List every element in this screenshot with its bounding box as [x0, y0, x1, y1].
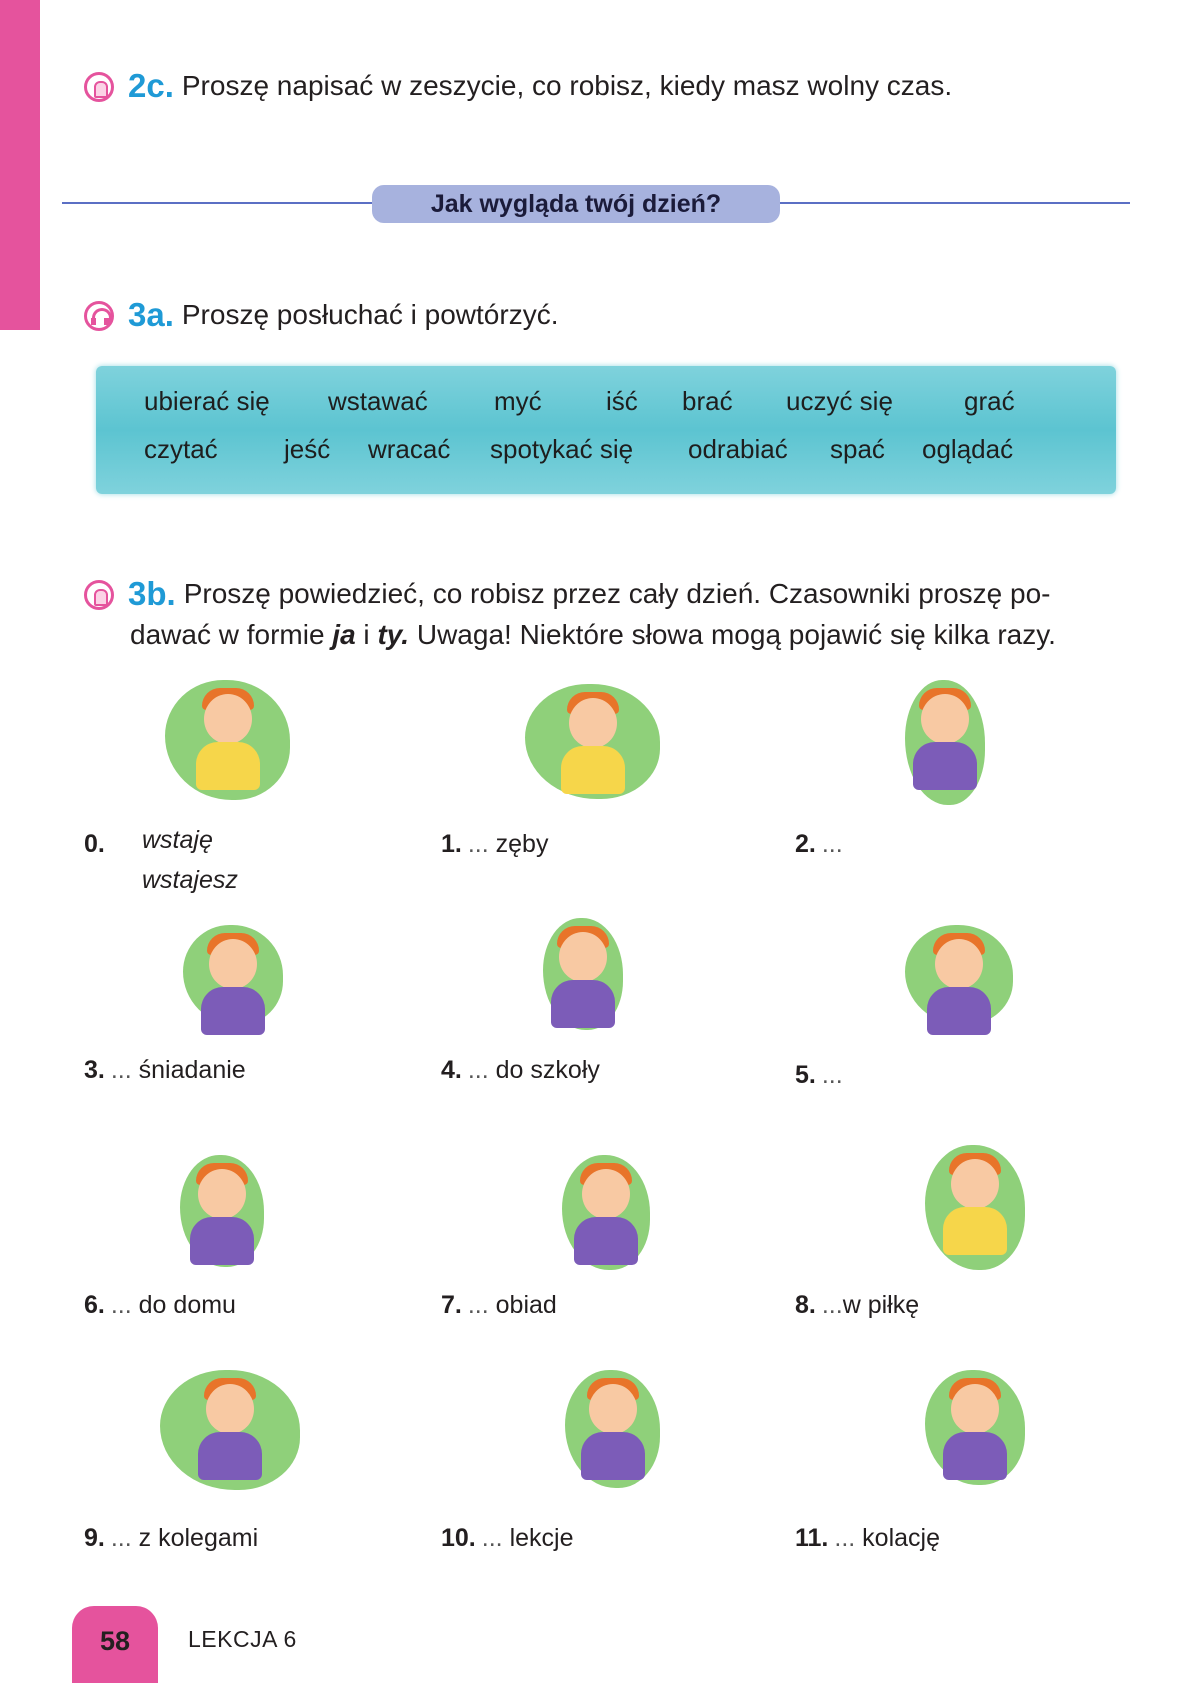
item-label: 5. ... [795, 1061, 843, 1089]
word: ubierać się [144, 386, 270, 416]
illustration-reading [905, 925, 1013, 1025]
side-color-bar [0, 0, 40, 330]
text-fragment: dawać w formie [130, 619, 333, 650]
section-title: Jak wygląda twój dzień? [372, 185, 780, 223]
word: oglądać [922, 434, 1014, 464]
text-fragment: Uwaga! Niektóre słowa mogą pojawić się kilka razy. [409, 619, 1056, 650]
pencil-icon [84, 580, 114, 610]
item-label: 9. ... z kolegami [84, 1524, 259, 1552]
word: spotykać się [490, 434, 634, 464]
illustration-returning-home [180, 1155, 264, 1267]
word: uczyć się [786, 386, 893, 416]
word: wracać [368, 434, 451, 464]
illustration-playing-football [925, 1145, 1025, 1270]
word: grać [964, 386, 1015, 416]
emphasis-ja: ja [332, 619, 356, 650]
illustration-walking-to-school [543, 918, 623, 1030]
item-label: 8. ...w piłkę [795, 1291, 920, 1319]
exercise-2c [84, 66, 952, 106]
exercise-instruction: Proszę posłuchać i powtórzyć. [181, 299, 559, 330]
word: spać [830, 434, 885, 464]
word: myć [494, 386, 542, 416]
illustration-meeting-friends [160, 1370, 300, 1490]
word: brać [682, 386, 733, 416]
pencil-icon [84, 72, 114, 102]
item-label: 1. ... zęby [441, 830, 549, 858]
illustration-homework [565, 1370, 660, 1488]
page-number: 58 [72, 1606, 158, 1683]
item-label: 4. ... do szkoły [441, 1056, 600, 1084]
word: jeść [284, 434, 331, 464]
text-fragment: i [355, 619, 378, 650]
exercise-number: 3a. [128, 296, 174, 333]
illustration-supper [925, 1370, 1025, 1485]
exercise-instruction-line1: Proszę powiedzieć, co robisz przez cały dzień. Czasowniki proszę po- [183, 578, 1051, 609]
illustration-waking-up [165, 680, 290, 800]
exercise-instruction: Proszę napisać w zeszycie, co robisz, kiedy masz wolny czas. [181, 70, 953, 101]
exercise-3a [84, 295, 558, 335]
answer-example: wstajesz [142, 866, 238, 894]
item-label: 7. ... obiad [441, 1291, 557, 1319]
illustration-brushing-teeth [525, 684, 660, 799]
exercise-number: 3b. [128, 575, 176, 612]
answer-example: wstaję [142, 826, 213, 854]
word: wstawać [328, 386, 428, 416]
word: czytać [144, 434, 218, 464]
exercise-instruction-line2 [130, 614, 1130, 655]
item-label: 6. ... do domu [84, 1291, 236, 1319]
illustration-dressing [905, 680, 985, 805]
item-label: 10. ... lekcje [441, 1524, 574, 1552]
exercise-3b [84, 574, 1051, 614]
emphasis-ty: ty. [377, 619, 410, 650]
illustration-breakfast [183, 925, 283, 1025]
item-label: 11. ... kolację [795, 1524, 940, 1552]
word-box [96, 366, 1116, 494]
word: iść [606, 386, 638, 416]
headphones-icon[interactable] [84, 301, 114, 331]
exercise-number: 2c. [128, 67, 174, 104]
lesson-label: LEKCJA 6 [188, 1626, 297, 1652]
item-label: 2. ... [795, 830, 843, 858]
item-number: 0. [84, 830, 105, 858]
item-label: 3. ... śniadanie [84, 1056, 246, 1084]
word: odrabiać [688, 434, 788, 464]
illustration-lunch [562, 1155, 650, 1270]
